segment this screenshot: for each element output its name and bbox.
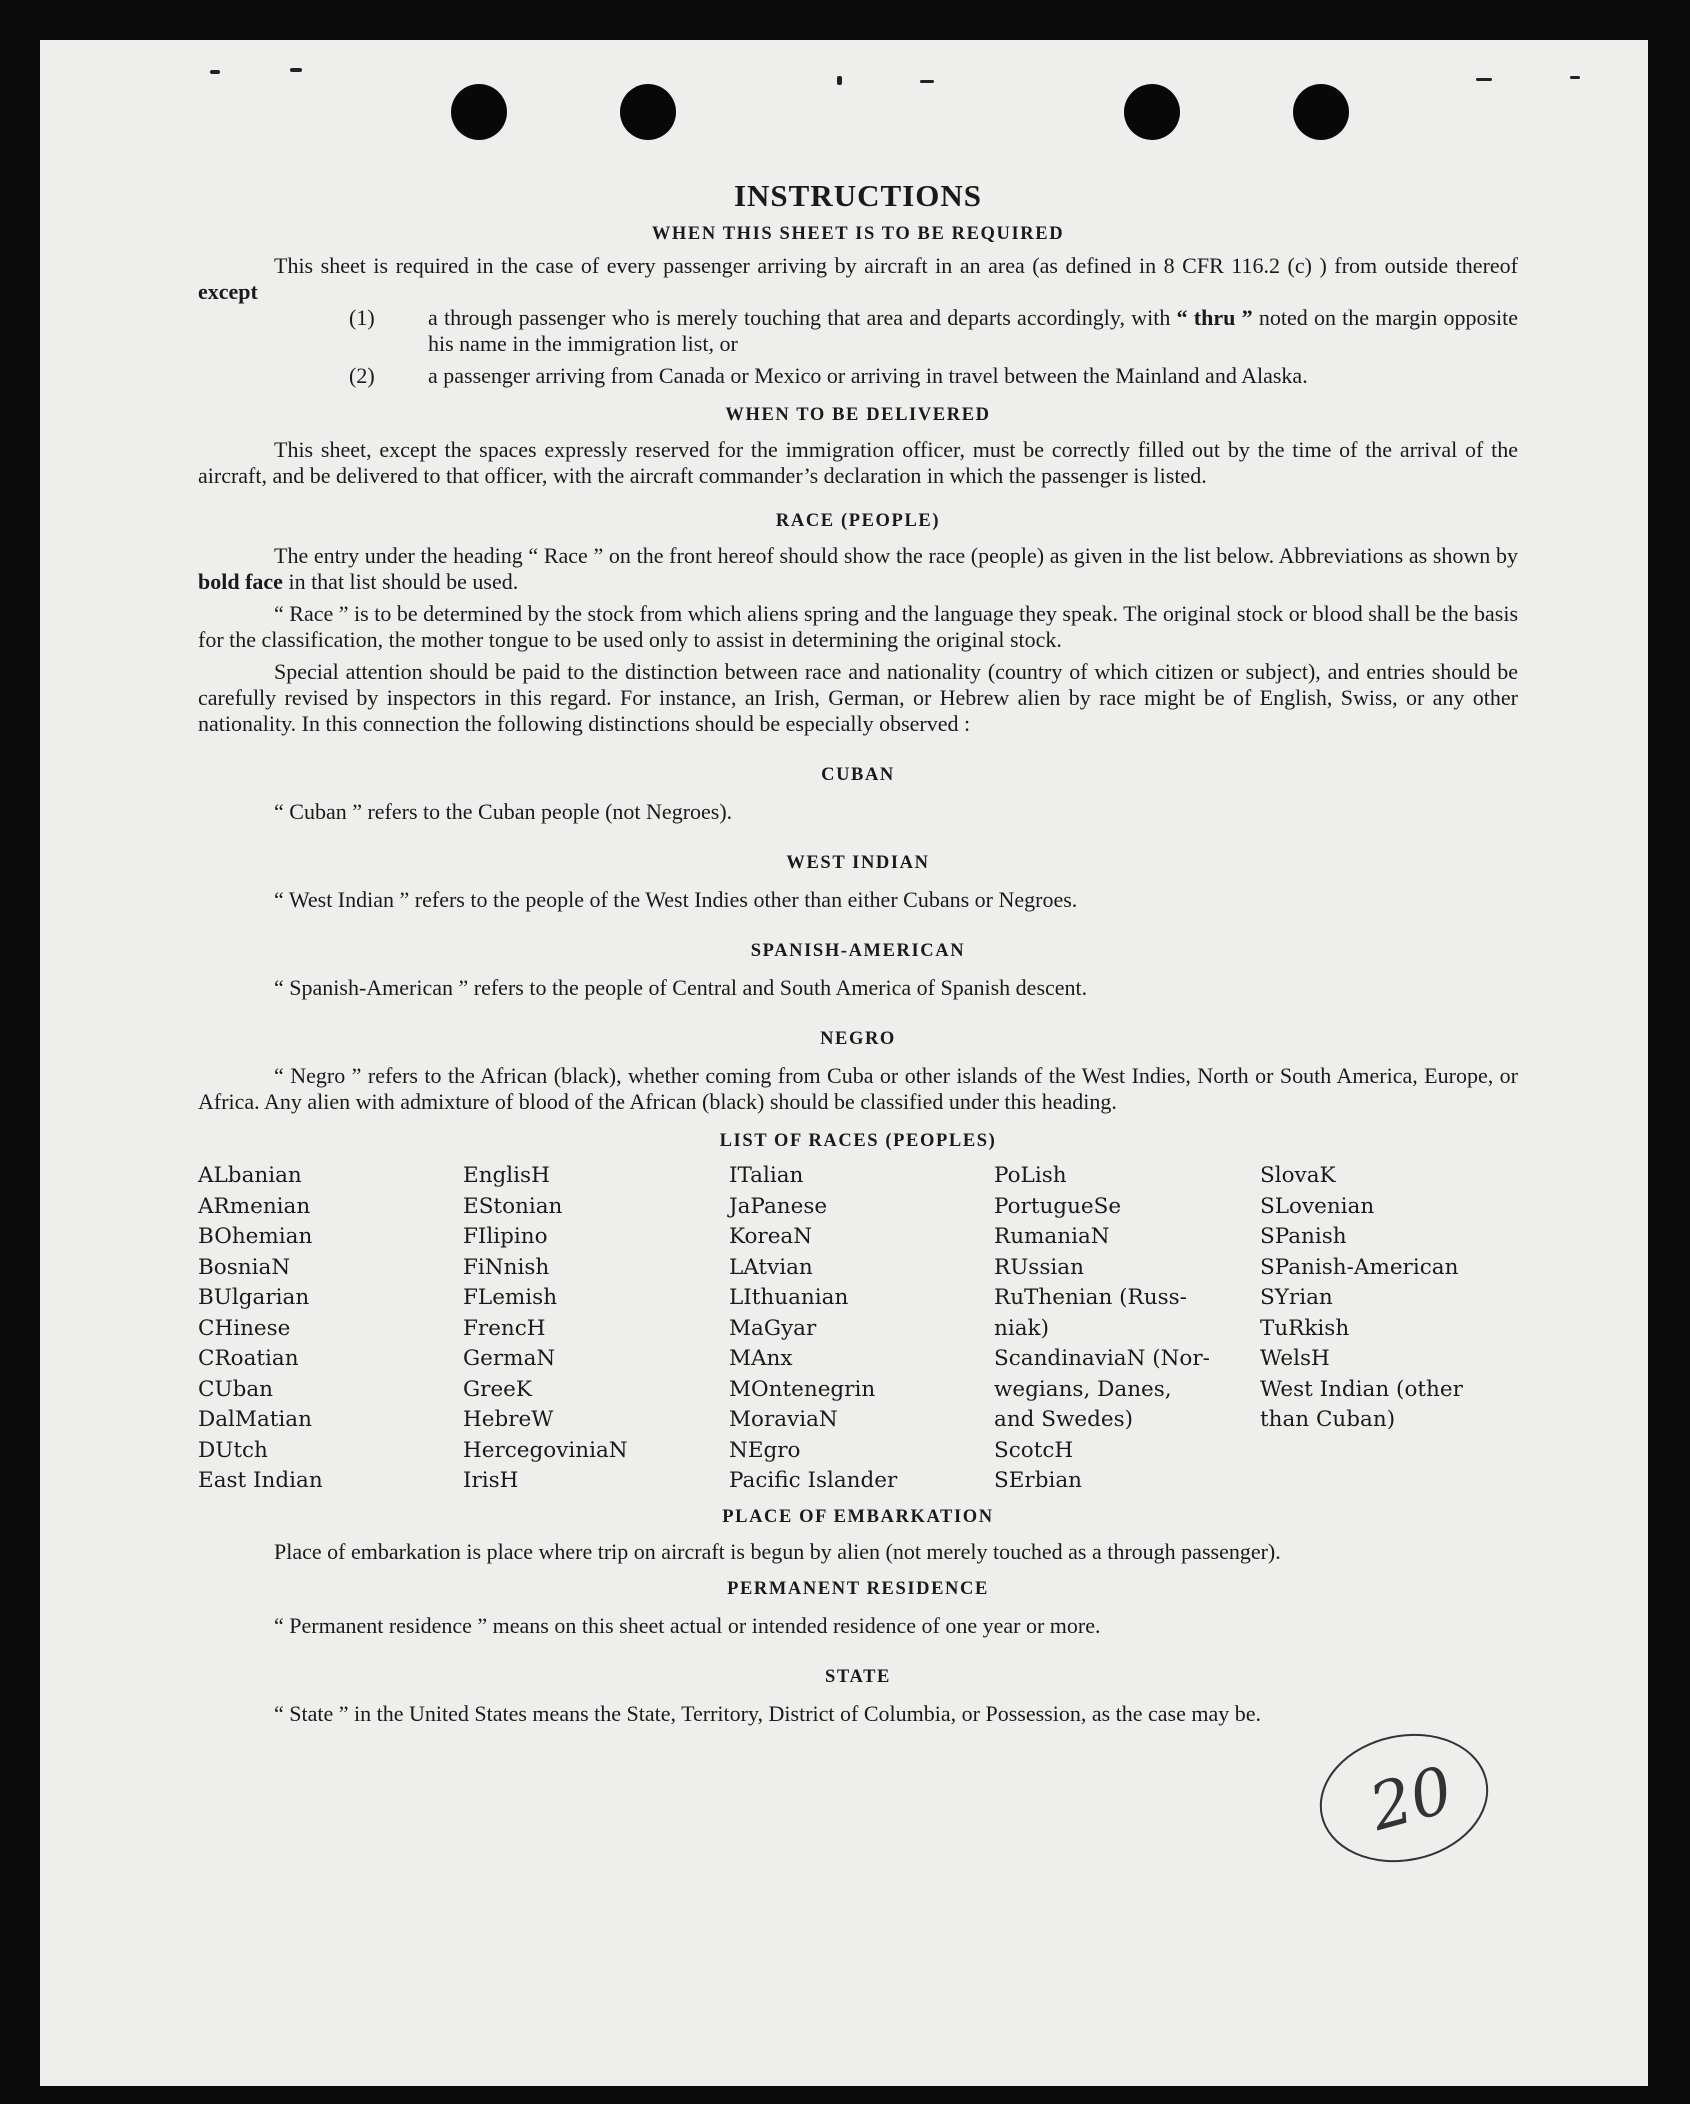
- race-entry: RuThenian (Russ-: [994, 1285, 1187, 1310]
- scan-speck: [920, 80, 934, 83]
- race-column: [729, 1161, 994, 1497]
- race-entry: West Indian (other: [1260, 1376, 1463, 1402]
- punch-hole: [451, 84, 507, 140]
- race-entry: SlovaK: [1260, 1163, 1336, 1188]
- race-entry: GermaN: [463, 1346, 556, 1371]
- race-entry: Pacific Islander: [729, 1468, 898, 1493]
- race-entry: KoreaN: [729, 1224, 813, 1249]
- scan-speck: [837, 76, 842, 85]
- race-column: [1260, 1161, 1518, 1497]
- punch-hole: [1293, 84, 1349, 140]
- race-entry: EnglisH: [463, 1163, 550, 1188]
- item-number: (1): [349, 305, 375, 330]
- section-heading-spanish-american: SPANISH-AMERICAN: [750, 941, 966, 961]
- paragraph-race-3: Special attention should be paid to the distinction between race and nationality (country of which citizen or subject), and entries should be carefully revised by inspectors in this regard. For instance, an Irish, German, or Hebrew alien by race might be of English, Swiss, or any other nationality. In this connection the following distinctions should be especially observed :: [198, 659, 1518, 736]
- race-entry: SLovenian: [1260, 1193, 1375, 1219]
- race-entry: MoraviaN: [729, 1407, 838, 1432]
- paragraph-permanent-residence: “ Permanent residence ” means on this sheet actual or intended residence of one year or more.: [274, 1612, 1101, 1638]
- race-entry: wegians, Danes,: [994, 1376, 1172, 1402]
- race-entry: SYrian: [1260, 1285, 1333, 1310]
- race-column: [463, 1161, 729, 1497]
- race-entry: HercegoviniaN: [463, 1437, 628, 1463]
- page-title: INSTRUCTIONS: [733, 178, 982, 213]
- race-entry: BUlgarian: [198, 1285, 310, 1310]
- race-entry: FLemish: [463, 1285, 558, 1310]
- race-entry: FrencH: [463, 1315, 546, 1341]
- paragraph-when-required: This sheet is required in the case of every passenger arriving by aircraft in an area (as defined in 8 CFR 116.2 (c) ) from outside thereof except: [198, 253, 1518, 304]
- scan-speck: [1570, 76, 1580, 79]
- race-entry: DUtch: [198, 1437, 268, 1463]
- section-heading-embarkation: PLACE OF EMBARKATION: [722, 1506, 994, 1527]
- paragraph-race-1: The entry under the heading “ Race ” on the front hereof should show the race (people) as given in the list below. Abbreviations as shown by bold face in that list should be used.: [198, 543, 1518, 594]
- race-entry: LAtvian: [729, 1254, 813, 1280]
- race-entry: NEgro: [729, 1437, 801, 1463]
- section-heading-state: STATE: [825, 1666, 891, 1687]
- paragraph-spanish-american: “ Spanish-American ” refers to the people of Central and South America of Spanish descent.: [274, 975, 1088, 1000]
- race-entry: WelsH: [1260, 1346, 1330, 1371]
- race-entry: MOntenegrin: [729, 1376, 876, 1402]
- race-entry: ScotcH: [994, 1437, 1074, 1463]
- race-list: [198, 1161, 1518, 1497]
- race-entry: PortugueSe: [994, 1193, 1122, 1219]
- race-entry: SPanish-American: [1260, 1254, 1459, 1280]
- punch-hole: [620, 84, 676, 140]
- instructions-content: [198, 176, 1518, 1727]
- race-entry: SErbian: [994, 1468, 1083, 1493]
- bold-except: except: [198, 279, 258, 304]
- race-entry: ScandinaviaN (Nor-: [994, 1346, 1210, 1371]
- race-entry: CUban: [198, 1376, 273, 1402]
- paragraph-embarkation: Place of embarkation is place where trip on aircraft is begun by alien (not merely touched as a through passenger).: [274, 1538, 1281, 1564]
- scan-speck: [290, 68, 302, 72]
- race-entry: IrisH: [463, 1468, 519, 1493]
- race-entry: FIlipino: [463, 1224, 548, 1249]
- list-item: (1) a through passenger who is merely touching that area and departs accordingly, with “ thru ” noted on the margin opposite his name in the immigration list, or: [349, 305, 1518, 356]
- race-entry: LIthuanian: [729, 1285, 849, 1310]
- race-entry: ITalian: [729, 1163, 804, 1188]
- paragraph-west-indian: “ West Indian ” refers to the people of the West Indies other than either Cubans or Negroes.: [274, 887, 1078, 912]
- race-entry: BOhemian: [198, 1224, 313, 1249]
- punch-hole: [1124, 84, 1180, 140]
- section-heading-negro: NEGRO: [820, 1029, 896, 1049]
- section-heading-race: RACE (PEOPLE): [775, 511, 941, 531]
- section-heading-permanent-residence: PERMANENT RESIDENCE: [727, 1578, 989, 1599]
- section-heading-west-indian: WEST INDIAN: [786, 853, 930, 873]
- race-entry: JaPanese: [729, 1193, 828, 1219]
- race-column: [994, 1161, 1260, 1497]
- race-entry: TuRkish: [1260, 1315, 1350, 1341]
- section-heading-cuban: CUBAN: [821, 765, 895, 785]
- race-entry: and Swedes): [994, 1407, 1134, 1432]
- race-entry: RumaniaN: [994, 1224, 1110, 1249]
- list-item: (2) a passenger arriving from Canada or Mexico or arriving in travel between the Mainland and Alaska.: [349, 363, 1308, 388]
- document-page: [40, 40, 1648, 2086]
- paragraph-when-delivered: This sheet, except the spaces expressly reserved for the immigration officer, must be correctly filled out by the time of the arrival of the aircraft, and be delivered to that officer, with the aircraft commander’s declaration in which the passenger is listed.: [198, 437, 1518, 488]
- race-entry: DalMatian: [198, 1407, 312, 1432]
- section-heading-when-required: WHEN THIS SHEET IS TO BE REQUIRED: [651, 224, 1065, 244]
- race-entry: EStonian: [463, 1193, 563, 1219]
- race-entry: than Cuban): [1260, 1407, 1396, 1432]
- race-entry: HebreW: [463, 1407, 554, 1432]
- race-entry: RUssian: [994, 1254, 1084, 1280]
- scan-speck: [1476, 78, 1492, 81]
- race-entry: MaGyar: [729, 1315, 817, 1341]
- race-entry: FiNnish: [463, 1254, 550, 1280]
- paragraph-race-2: “ Race ” is to be determined by the stock from which aliens spring and the language they speak. The original stock or blood shall be the basis for the classification, the mother tongue to be used only to assist in determining the original stock.: [198, 601, 1518, 652]
- handwritten-circled-number: [1312, 1728, 1492, 1868]
- paragraph-negro: “ Negro ” refers to the African (black), whether coming from Cuba or other islands of the West Indies, North or South America, Europe, or Africa. Any alien with admixture of blood of the African (black) should be classified under this heading.: [198, 1063, 1518, 1114]
- race-entry: MAnx: [729, 1346, 793, 1371]
- race-entry: ARmenian: [198, 1193, 311, 1219]
- race-entry: BosniaN: [198, 1254, 291, 1280]
- race-entry: PoLish: [994, 1163, 1067, 1188]
- race-entry: ALbanian: [198, 1163, 302, 1188]
- item-number: (2): [349, 363, 375, 388]
- race-entry: CHinese: [198, 1315, 291, 1341]
- race-entry: GreeK: [463, 1376, 532, 1402]
- race-entry: niak): [994, 1315, 1049, 1341]
- race-entry: CRoatian: [198, 1346, 299, 1371]
- race-entry: SPanish: [1260, 1224, 1347, 1249]
- section-heading-when-delivered: WHEN TO BE DELIVERED: [725, 405, 991, 425]
- race-entry: East Indian: [198, 1468, 323, 1493]
- paragraph-cuban: “ Cuban ” refers to the Cuban people (not Negroes).: [274, 799, 733, 824]
- handwritten-number: 20: [1362, 1753, 1461, 1846]
- scan-speck: [210, 70, 220, 74]
- section-heading-list-of-races: LIST OF RACES (PEOPLES): [719, 1131, 997, 1151]
- race-column: [198, 1161, 463, 1497]
- paragraph-state: “ State ” in the United States means the State, Territory, District of Columbia, or Possession, as the case may be.: [274, 1700, 1262, 1726]
